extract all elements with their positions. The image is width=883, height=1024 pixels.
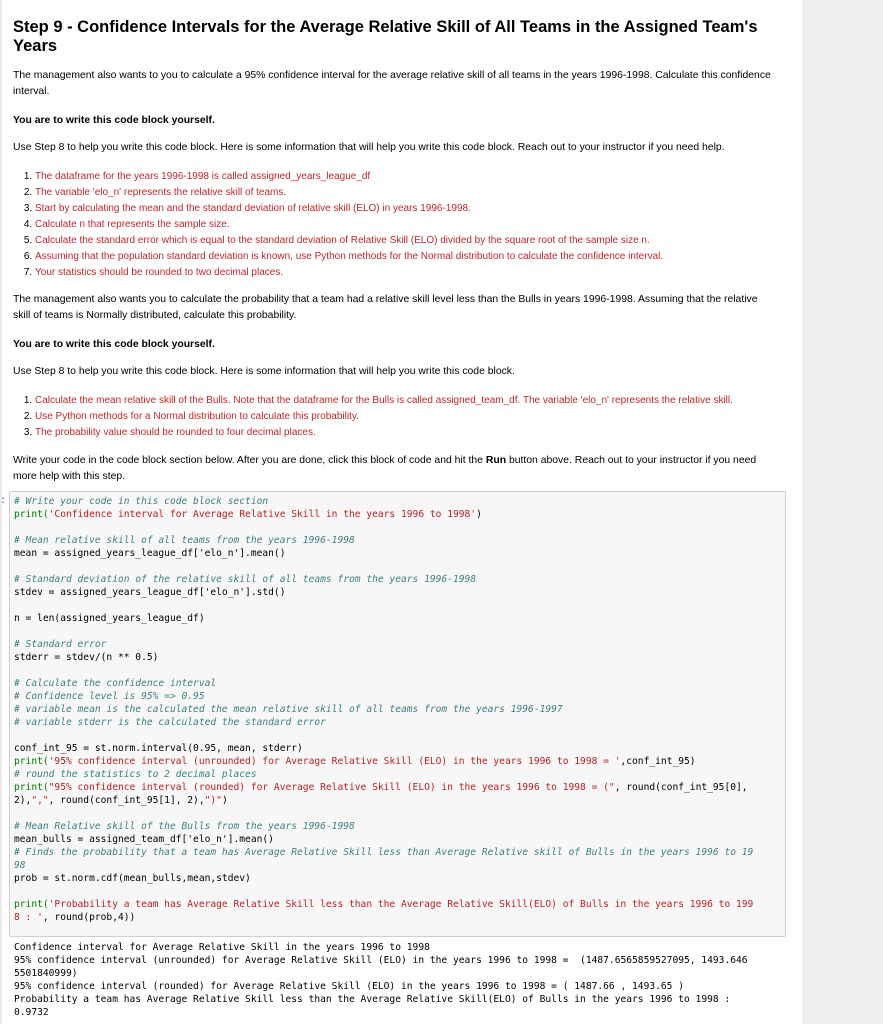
- list-item: 7. Your statistics should be rounded to two decimal places.: [35, 265, 775, 281]
- step-heading: Step 9 - Confidence Intervals for the Average Relative Skill of All Teams in the Assigned Team's Years: [13, 18, 758, 55]
- list-item: 2. The variable 'elo_n' represents the relative skill of teams.: [35, 185, 775, 201]
- write-yourself-note-2: You are to write this code block yourself.: [13, 339, 215, 350]
- write-yourself-note: You are to write this code block yourself.: [13, 115, 215, 126]
- notebook-gutter: [0, 0, 2, 1024]
- run-instructions: Write your code in the code block section below. After you are done, click this block of code and hit the Run button above. Reach out to your instructor if you need more help with this step.: [13, 455, 757, 482]
- markdown-cell[interactable]: [13, 14, 775, 498]
- list-item: 4. Calculate n that represents the sample size.: [35, 217, 775, 233]
- intro-text: The management also wants to you to calculate a 95% confidence interval for the average relative skill of all teams in the years 1996-1998. Calculate this confidence interval.: [13, 70, 771, 97]
- list-item: 5. Calculate the standard error which is equal to the standard deviation of Relative Skill (ELO) divided by the square root of the sample size n.: [35, 233, 775, 249]
- list-item: 3. The probability value should be rounded to four decimal places.: [35, 425, 775, 441]
- instruction-list: [13, 169, 775, 281]
- code-editor[interactable]: # Write your code in this code block section print('Confidence interval for Average Relative Skill in the years 1996 to 1998') # Mean relative skill of all teams from the years 1996-1998 mean = assigned_years_league_df['elo_n'].mean() # Standard deviation of the relative skill of all teams from the years 1996-1998 stdev = assigned_years_league_df['elo_n'].std() n = len(assigned_years_league_df) # Standard error stderr = stdev/(n ** 0.5) # Calculate the confidence interval # Confidence level is 95% => 0.95 # variable mean is the calculated the mean relative skill of all teams from the years 1996-1997 # variable stderr is the calculated the standard error conf_int_95 = st.norm.interval(0.95, mean, stderr) print('95% confidence interval (unrounded) for Average Relative Skill (ELO) in the years 1996 to 1998 = ',conf_int_95) # round the statistics to 2 decimal places print("95% confidence interval (rounded) for Average Relative Skill (ELO) in the years 1996 to 1998 = (", round(conf_int_95[0], 2),",", round(conf_int_95[1], 2),")") # Mean Relative skill of the Bulls from the years 1996-1998 mean_bulls = assigned_team_df['elo_n'].mean() # Finds the probability that a team has Average Relative Skill less than Average Relative skill of Bulls in the years 1996 to 19 98 prob = st.norm.cdf(mean_bulls,mean,stdev) print('Probability a team has Average Relative Skill less than the Average Relative Skill(ELO) of Bulls in the years 1996 to 199 8 : ', round(prob,4)): [14, 496, 754, 923]
- cell-output: Confidence interval for Average Relative Skill in the years 1996 to 1998 95% confidence interval (unrounded) for Average Relative Skill (ELO) in the years 1996 to 1998 = (1487.6565859527095, 1493.646 5501840999) 95% confidence interval (rounded) for Average Relative Skill (ELO) in the years 1996 to 1998 = ( 1487.66 , 1493.65 ) Probability a team has Average Relative Skill less than the Average Relative Skill(ELO) of Bulls in the years 1996 to 1998 : 0.9732: [14, 942, 748, 1018]
- list-item: 6. Assuming that the population standard deviation is known, use Python methods for the Normal distribution to calculate the confidence interval.: [35, 249, 775, 265]
- help-text: Use Step 8 to help you write this code block. Here is some information that will help you write this code block. Reach out to your instructor if you need help.: [13, 142, 725, 153]
- list-item: 1. Calculate the mean relative skill of the Bulls. Note that the dataframe for the Bulls is called assigned_team_df. The variable 'elo_n' represents the relative skill.: [35, 393, 775, 409]
- instruction-list-2: [13, 393, 775, 441]
- cell-prompt: :: [0, 496, 7, 507]
- intro-text-2: The management also wants you to calculate the probability that a team had a relative skill level less than the Bulls in years 1996-1998. Assuming that the relative skill of teams is Normally distributed, calculate this probability.: [13, 294, 758, 321]
- list-item: 1. The dataframe for the years 1996-1998 is called assigned_years_league_df: [35, 169, 775, 185]
- list-item: 2. Use Python methods for a Normal distribution to calculate this probability.: [35, 409, 775, 425]
- list-item: 3. Start by calculating the mean and the standard deviation of relative skill (ELO) in years 1996-1998.: [35, 201, 775, 217]
- help-text-2: Use Step 8 to help you write this code block. Here is some information that will help you write this code block.: [13, 366, 515, 377]
- run-label: Run: [485, 455, 507, 466]
